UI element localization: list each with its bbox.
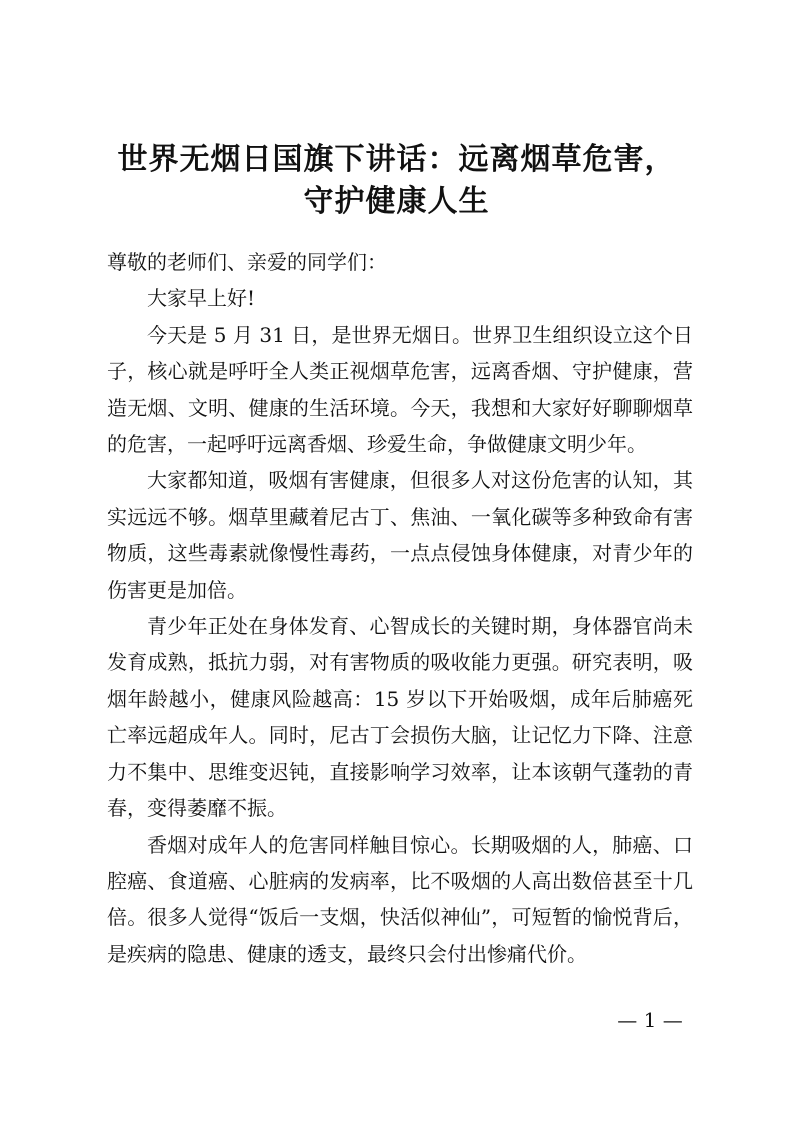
paragraph-intro: 今天是 5 月 31 日，是世界无烟日。世界卫生组织设立这个日子，核心就是呼吁全人类正视烟草危害，远离香烟、守护健康，营造无烟、文明、健康的生活环境。今天，我想和大家好好聊聊烟草的危害，一起呼吁远离香烟、珍爱生命，争做健康文明少年。 <box>107 322 693 457</box>
paragraph-youth-harm: 青少年正处在身体发育、心智成长的关键时期，身体器官尚未发育成熟，抵抗力弱，对有害物质的吸收能力更强。研究表明，吸烟年龄越小，健康风险越高：15 岁以下开始吸烟，成年后肺癌死亡率远超成年人。同时，尼古丁会损伤大脑，让记忆力下降、注意力不集中、思维变迟钝，直接影响学习效率，让本该朝气蓬勃的青春，变得萎靡不振。 <box>107 614 693 821</box>
salutation: 尊敬的老师们、亲爱的同学们： <box>107 250 387 274</box>
paragraph-greeting: 大家早上好! <box>147 286 256 311</box>
page-number: — 1 — <box>617 1008 683 1032</box>
page-title-line-2: 守护健康人生 <box>303 184 490 219</box>
speech-body <box>107 244 693 972</box>
paragraph-adult-harm: 香烟对成年人的危害同样触目惊心。长期吸烟的人，肺癌、口腔癌、食道癌、心脏病的发病率，比不吸烟的人高出数倍甚至十几倍。很多人觉得“饭后一支烟，快活似神仙”，可短暂的愉悦背后，是疾病的隐患、健康的透支，最终只会付出惨痛代价。 <box>107 832 693 966</box>
paragraph-harm-awareness: 大家都知道，吸烟有害健康，但很多人对这份危害的认知，其实远远不够。烟草里藏着尼古丁、焦油、一氧化碳等多种致命有害物质，这些毒素就像慢性毒药，一点点侵蚀身体健康，对青少年的伤害更是加倍。 <box>107 468 693 602</box>
page-title-line-1: 世界无烟日国旗下讲话：远离烟草危害， <box>117 142 676 177</box>
